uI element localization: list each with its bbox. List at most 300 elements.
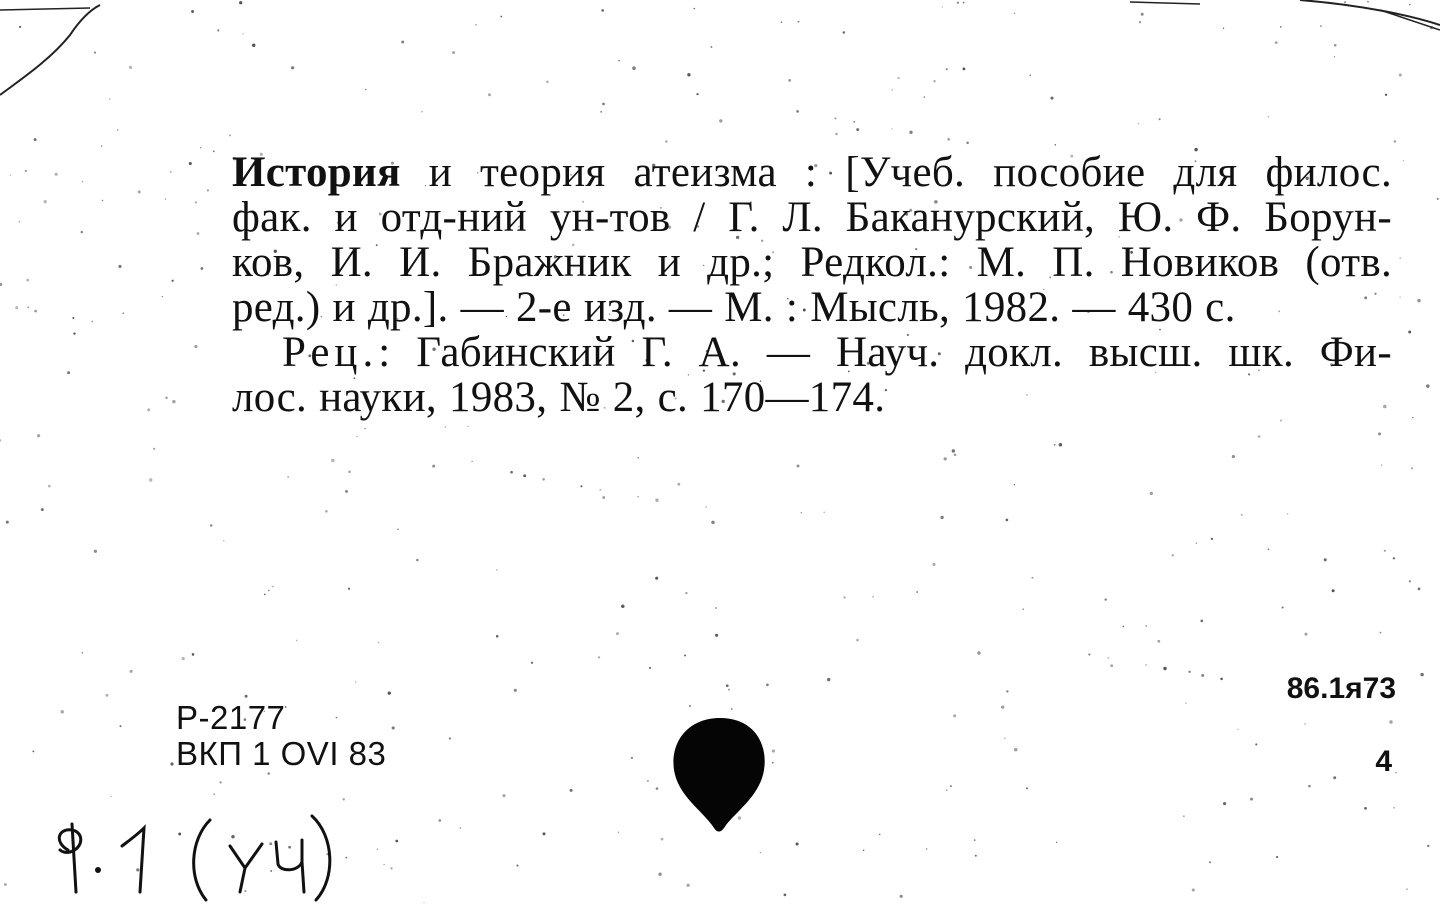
speckle [171,280,173,282]
speckle [1393,557,1395,559]
speckle [766,684,769,687]
speckle [1268,116,1269,117]
speckle [325,510,328,513]
speckle [843,596,845,598]
speckle [34,138,37,141]
speckle [618,60,619,61]
speckle [192,653,195,656]
speckle [210,524,212,526]
speckle [1364,807,1367,810]
speckle [531,662,533,664]
speckle [264,594,266,596]
speckle [165,198,166,199]
speckle [1280,26,1282,28]
speckle [194,345,197,348]
speckle [638,457,639,458]
speckle [1320,25,1322,27]
speckle [1403,160,1405,162]
speckle [1050,97,1053,100]
speckle [1395,772,1396,773]
speckle [715,607,717,609]
speckle [467,426,469,428]
speckle [191,10,194,13]
card-punch-hole [660,700,780,850]
speckle [364,428,365,429]
speckle [631,757,633,759]
speckle [1304,723,1305,724]
speckle [165,397,167,399]
speckle [1411,467,1413,469]
speckle [781,21,783,23]
speckle [200,147,201,148]
speckle [55,173,58,176]
entry-line-1 [232,150,1392,195]
speckle [1237,728,1238,729]
speckle [1378,432,1381,435]
speckle [268,590,270,592]
speckle [475,24,476,25]
speckle [207,189,209,191]
speckle [1409,4,1410,5]
copy-count: 4 [1375,745,1392,778]
speckle [801,512,803,514]
speckle [843,31,845,33]
speckle [460,827,462,829]
speckle [15,306,18,309]
speckle [1344,1,1346,3]
publisher-code [176,700,386,772]
speckle [1399,73,1402,76]
speckle [962,67,965,70]
entry-line-2: фак. и отд-ний ун-тов / Г. Л. Баканурский, Ю. Ф. Борун- [232,194,1392,241]
speckle [421,111,422,112]
speckle [798,21,800,23]
speckle [1088,653,1090,655]
speckle [1406,888,1408,890]
entry-line-4: ред.) и др.]. — 2-е изд. — М. : Мысль, 1982. — 430 с. [232,284,1236,331]
speckle [705,506,706,507]
speckle [239,1,242,4]
speckle [602,496,605,499]
speckle [390,867,392,869]
speckle [863,850,865,852]
speckle [138,190,141,193]
speckle [957,2,959,4]
speckle [677,483,680,486]
speckle [1304,633,1307,636]
speckle [950,785,952,787]
review-line-2: лос. науки, 1983, № 2, с. 170—174. [232,374,886,421]
speckle [788,79,791,82]
speckle [0,283,2,286]
speckle [1334,56,1335,57]
speckle [926,848,927,849]
speckle [686,884,689,887]
speckle [162,296,163,297]
speckle [977,651,980,654]
speckle [942,6,943,7]
speckle [726,684,729,687]
speckle [229,134,231,136]
speckle [1393,807,1395,809]
speckle [728,689,730,691]
speckle [1185,702,1186,703]
speckle [119,725,121,727]
speckle [32,750,34,752]
speckle [1004,737,1005,738]
speckle [1437,198,1439,200]
speckle [687,73,690,76]
speckle [546,81,548,83]
speckle [1333,776,1336,779]
speckle [1105,598,1107,600]
speckle [940,516,943,519]
speckle [1334,44,1337,47]
speckle [1409,580,1411,582]
speckle [856,128,859,131]
speckle [348,588,350,590]
speckle [432,465,435,468]
speckle [649,667,651,669]
speckle [621,604,625,608]
speckle [946,789,948,791]
speckle [195,201,197,203]
speckle [118,265,121,268]
speckle [223,540,224,541]
speckle [444,426,446,428]
speckle [117,129,119,131]
speckle [891,89,892,90]
speckle [1183,815,1185,817]
speckle [201,267,204,270]
speckle [1255,743,1257,745]
speckle [601,9,604,12]
speckle [656,787,659,790]
speckle [213,794,214,795]
speckle [500,16,502,18]
speckle [1107,657,1109,659]
speckle [1001,705,1004,708]
speckle [760,852,761,853]
speckle [946,68,948,70]
speckle [219,781,221,783]
speckle [153,448,155,450]
speckle [853,121,855,123]
speckle [356,436,357,437]
speckle [1006,690,1008,692]
speckle [602,103,605,106]
speckle [684,655,686,657]
speckle [796,464,799,467]
speckle [694,8,696,10]
speckle [514,689,517,692]
speckle [488,93,491,96]
speckle [944,457,947,460]
speckle [523,474,526,477]
speckle [685,592,687,594]
publisher-code-line-1: Р-2177 [176,699,286,736]
speckle [872,596,873,597]
speckle [416,559,419,562]
speckle [784,894,787,897]
speckle [952,449,955,452]
speckle [44,200,47,203]
speckle [34,310,37,313]
speckle [123,312,125,314]
speckle [1220,678,1223,681]
speckle [102,200,104,202]
speckle [879,834,881,836]
speckle [27,307,29,309]
speckle [60,710,64,714]
speckle [916,591,918,593]
speckle [600,111,602,113]
speckle [655,577,658,580]
speckle [510,471,513,474]
speckle [1145,625,1146,626]
speckle [378,642,379,643]
speckle [1200,620,1203,623]
speckle [82,181,84,183]
speckle [632,66,636,70]
speckle [1223,28,1224,29]
speckle [4,883,7,886]
speckle [655,499,658,502]
handwritten-note [40,800,370,904]
speckle [1282,606,1284,608]
speckle [542,478,545,481]
speckle [1399,257,1400,258]
speckle [1389,720,1392,723]
bibliographic-entry [232,150,1392,420]
speckle [1399,296,1400,297]
speckle [1163,667,1166,670]
speckle [26,279,29,282]
speckle [1138,123,1140,125]
speckle [242,33,243,34]
speckle [711,521,715,525]
speckle [616,632,619,635]
speckle [287,476,289,478]
speckle [291,66,294,69]
speckle [10,175,11,176]
entry-line-1-rest: и теория атеизма : [Учеб. пособие для филос. [400,149,1392,196]
speckle [110,796,111,797]
speckle [696,93,698,95]
speckle [147,408,150,411]
speckle [1385,94,1387,96]
speckle [73,332,75,334]
speckle [1159,118,1161,120]
speckle [834,117,836,119]
speckle [1223,802,1226,805]
speckle [1420,673,1423,676]
speckle [355,681,356,682]
speckle [1211,538,1213,540]
speckle [900,895,903,898]
speckle [1381,464,1382,465]
speckle [710,46,712,48]
speckle [397,528,399,530]
speckle [1014,12,1016,14]
speckle [1172,554,1175,557]
speckle [1276,856,1278,858]
speckle [580,485,582,487]
speckle [0,439,1,441]
speckle [1417,299,1420,302]
review-line-1 [232,330,1392,375]
speckle [1427,845,1429,847]
review-line-1-rest: : Габинский Г. А. — Науч. докл. высш. шк. Фи- [378,329,1392,376]
speckle [94,550,97,553]
speckle [963,2,965,4]
speckle [1418,588,1421,591]
speckle [598,656,600,658]
publisher-code-line-2: ВКП 1 OVI 83 [176,735,387,772]
speckle [149,478,152,481]
speckle [1308,785,1311,788]
speckle [182,657,185,660]
speckle [824,512,825,513]
speckle [392,726,395,729]
speckle [570,789,573,792]
speckle [503,794,506,797]
speckle [170,762,173,765]
speckle [796,110,799,113]
speckle [41,508,44,511]
speckle [665,140,667,142]
speckle [1201,674,1204,677]
speckle [1232,455,1235,458]
speckle [1412,417,1413,418]
speckle [6,521,9,524]
speckle [637,496,638,497]
speckle [599,489,601,491]
speckle [1394,140,1397,143]
speckle [383,864,384,865]
speckle [1056,842,1057,843]
speckle [345,490,348,493]
speckle [1275,41,1278,44]
speckle [1258,435,1261,438]
speckle [377,848,379,850]
speckle [245,695,248,698]
speckle [1014,484,1015,485]
speckle [1268,549,1270,551]
speckle [130,670,133,673]
speckle [348,471,351,474]
speckle [106,694,109,697]
speckle [1196,542,1197,543]
speckle [25,170,27,172]
speckle [835,133,837,135]
speckle [658,873,661,876]
speckle [1157,640,1160,643]
speckle [252,44,255,47]
speckle [170,171,172,173]
speckle [618,832,620,834]
speckle [1055,144,1057,146]
speckle [395,840,398,843]
speckle [438,819,441,822]
speckle [388,691,391,694]
speckle [19,221,21,223]
speckle [1332,589,1335,592]
speckle [423,902,424,903]
speckle [452,51,455,54]
speckle [19,26,21,28]
speckle [496,569,497,570]
speckle [719,119,722,122]
speckle [197,232,200,235]
speckle [172,400,176,404]
speckle [48,485,51,488]
speckle [715,634,718,637]
speckle [496,635,499,638]
speckle [954,453,957,456]
speckle [974,839,976,841]
speckle [1006,519,1009,522]
speckle [72,317,74,319]
speckle [796,843,799,846]
speckle [1139,21,1141,23]
speckle [1209,861,1211,863]
speckle [516,865,518,867]
speckle [891,128,892,129]
speckle [1408,331,1411,334]
speckle [953,714,956,717]
speckle [267,772,269,774]
speckle [1384,550,1386,552]
review-label: Рец. [282,329,379,376]
speckle [189,162,192,165]
speckle [827,678,830,681]
speckle [331,459,335,463]
speckle [1022,609,1023,610]
speckle [101,145,102,146]
speckle [1380,632,1382,634]
speckle [1145,664,1146,665]
speckle [81,231,83,233]
speckle [37,434,40,437]
speckle [932,563,935,566]
speckle [933,80,935,82]
speckle [1059,443,1062,446]
entry-line-3: ков, И. И. Бражник и др.; Редкол.: М. П. Новиков (отв. [232,239,1392,286]
classification-index: 86.1я73 [1286,672,1396,705]
speckle [129,66,132,69]
speckle [1141,13,1144,16]
speckle [1241,514,1243,516]
speckle [1367,1,1369,3]
speckle [217,29,219,31]
speckle [213,150,215,152]
speckle [1054,444,1056,446]
speckle [82,652,83,653]
entry-title-word: История [232,149,401,196]
speckle [975,855,977,857]
speckle [1426,384,1429,387]
speckle [1150,492,1153,495]
speckle [1192,888,1195,891]
speckle [1014,748,1018,752]
speckle [1110,664,1113,667]
speckle [947,138,950,141]
speckle [1188,671,1190,673]
speckle [109,98,111,100]
speckle [91,321,93,323]
speckle [1250,798,1253,801]
